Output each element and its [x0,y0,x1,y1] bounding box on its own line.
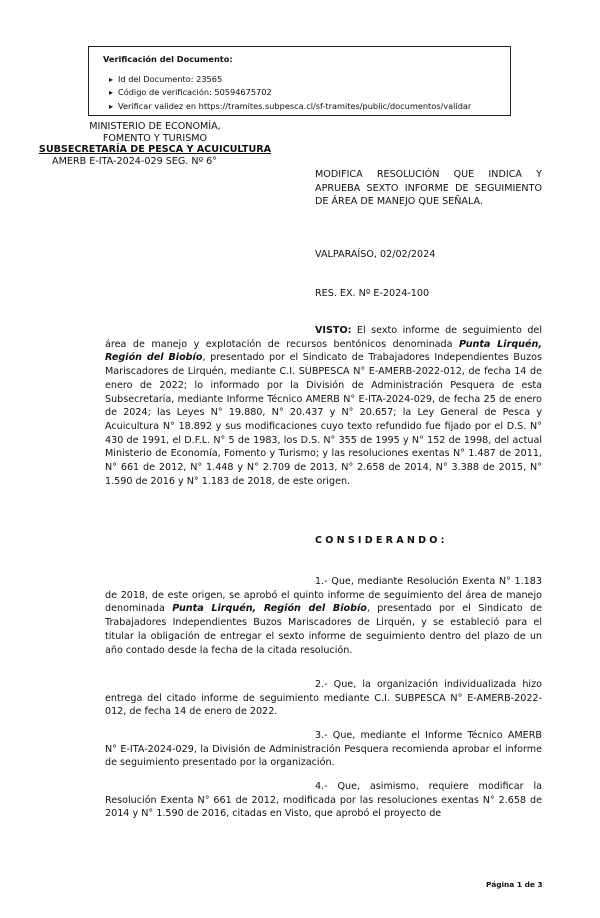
page-footer: Página 1 de 3 [486,880,543,889]
considerando-2 [105,678,542,719]
visto-label: VISTO: [315,325,352,336]
date-line: VALPARAÍSO, 02/02/2024 [315,249,436,260]
visto-text-part1: El sexto informe de seguimiento del área de manejo y explotación de recursos bentónicos denominada [105,325,542,350]
considerando-4-paragraph: 4.- Que, asimismo, requiere modificar la Resolución Exenta N° 661 de 2012, modificada por las resoluciones exentas N° 2.658 de 2014 y N° 1.590 de 2016, citadas en Visto, que aprobó el proyecto de [105,781,542,820]
considerando-3-paragraph: 3.- Que, mediante el Informe Técnico AMERB N° E-ITA-2024-029, la División de Administración Pesquera recomienda aprobar el informe de seguimiento presentado por la organización. [105,730,542,769]
considerando-1 [105,575,542,657]
resolution-subject: MODIFICA RESOLUCIÓN QUE INDICA Y APRUEBA SEXTO INFORME DE SEGUIMIENTO DE ÁREA DE MANEJO QUE SEÑALA. [315,169,542,208]
considerando-4 [105,780,542,821]
considerando-title: CONSIDERANDO: [315,535,448,546]
verification-list [103,73,502,114]
considerando-2-paragraph: 2.- Que, la organización individualizada hizo entrega del citado informe de seguimiento mediante C.I. SUBPESCA N° E-AMERB-2022-012, de fecha 14 de enero de 2022. [105,679,542,718]
document-reference: AMERB E-ITA-2024-029 SEG. Nº 6° [52,155,218,167]
considerando-1-paragraph [105,575,542,657]
subsecretaria-name: SUBSECRETARÍA DE PESCA Y ACUICULTURA [38,144,272,156]
verification-url[interactable]: ▸ Verificar validez en https://tramites.subpesca.cl/sf-tramites/public/documentos/validar [109,100,502,114]
resolution-number: RES. EX. Nº E-2024-100 [315,288,430,299]
ministry-header [30,121,280,167]
verification-code: ▸ Código de verificación: 50594675702 [109,86,502,100]
considerando-1-part2: , presentado por el Sindicato de Trabajadores Independientes Buzos Mariscadores de Lirquén, y se estableció para el titular la obligación de entregar el sexto informe de seguimiento dentro del plazo de un año contado desde la fecha de la citada resolución. [105,603,542,656]
ministry-name-line1: MINISTERIO DE ECONOMÍA, [89,121,221,132]
verification-document-id: ▸ Id del Documento: 23565 [109,73,502,87]
visto-text-part2: , presentado por el Sindicato de Trabajadores Independientes Buzos Mariscadores de Lirquén, mediante C.I. SUBPESCA N° E-AMERB-2022-012, de fecha 14 de enero de 2022; lo informado por la División de Administración Pesquera de esta Subsecretaría, mediante Informe Técnico AMERB N° E-ITA-2024-029, de fecha 25 de enero de 2024; las Leyes N° 19.880, N° 20.437 y N° 20.657; la Ley General de Pesca y Acuicultura N° 18.892 y sus modificaciones cuyo texto refundido fue fijado por el D.S. N° 430 de 1991, el D.F.L. N° 5 de 1983, los D.S. N° 355 de 1995 y N° 152 de 1998, del actual Ministerio de Economía, Fomento y Turismo; y las resoluciones exentas N° 1.487 de 2011, N° 661 de 2012, N° 1.448 y N° 2.709 de 2013, N° 2.658 de 2014, N° 3.388 de 2015, N° 1.590 de 2016 y N° 1.183 de 2018, de este origen. [105,352,542,487]
visto-area-name: Punta Lirquén, Región del Biobío [105,338,542,364]
visto-paragraph [105,324,542,488]
considerando-1-part1: 1.- Que, mediante Resolución Exenta N° 1.183 de 2018, de este origen, se aprobó el quinto informe de seguimiento del área de manejo denominada [105,576,542,615]
ministry-name-line2: FOMENTO Y TURISMO [102,132,208,144]
verification-title: Verificación del Documento: [103,54,233,64]
visto-section [105,324,542,488]
verification-box [88,46,511,116]
considerando-1-area-name: Punta Lirquén, Región del Biobío [172,603,367,615]
considerando-3 [105,729,542,770]
